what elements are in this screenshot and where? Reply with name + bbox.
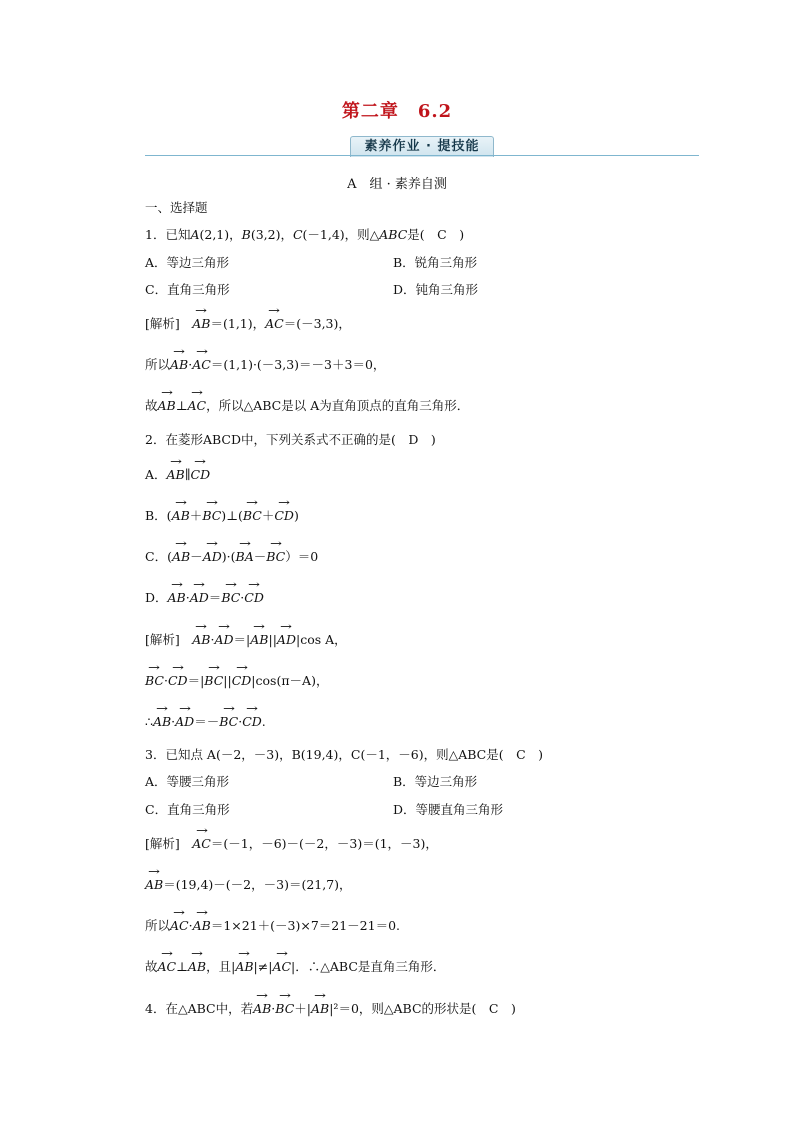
q2-solution-line-3: ∴→ AB·→ AD＝－→ BC·→ CD. xyxy=(145,714,266,730)
q2-option-b: B．(→ AB＋→ BC)⊥(→ BC＋→ CD) xyxy=(145,508,299,524)
q2-solution-line-1: [解析] → AB·→ AD＝|→ AB||→ AD|cos A， xyxy=(145,632,347,648)
q1-solution-line-2: 所以→ AB·→ AC＝(1,1)·(－3,3)＝－3＋3＝0， xyxy=(145,357,385,373)
q3-solution-line-1: [解析] → AC＝(－1，－6)－(－2，－3)＝(1，－3)， xyxy=(145,836,438,852)
banner-divider xyxy=(145,155,699,156)
q2-option-a: A．→ AB∥→ CD xyxy=(145,467,210,483)
question-1-stem: 1．已知A(2,1)，B(3,2)，C(－1,4)，则△ABC是( C ) xyxy=(145,227,465,242)
q2-option-c: C．(→ AB－→ AD)·(→ BA－→ BC）＝0 xyxy=(145,549,318,565)
q1-solution-line-1: [解析] → AB＝(1,1)，→ AC＝(－3,3)， xyxy=(145,316,351,332)
q2-solution-line-2: → BC·→ CD＝|→ BC||→ CD|cos(π－A)， xyxy=(145,673,328,689)
q1-option-d: D．钝角三角形 xyxy=(393,282,479,297)
q1-option-a: A．等边三角形 xyxy=(145,255,230,270)
q2-option-d: D．→ AB·→ AD＝→ BC·→ CD xyxy=(145,590,264,606)
q3-option-d: D．等腰直角三角形 xyxy=(393,802,504,817)
q1-option-c: C．直角三角形 xyxy=(145,282,230,297)
section-banner: 素养作业 · 提技能 xyxy=(350,136,494,157)
q1-solution-line-3: 故→ AB⊥→ AC，所以△ABC是以 A为直角顶点的直角三角形． xyxy=(145,398,469,414)
question-3-stem: 3．已知点 A(－2，－3)，B(19,4)，C(－1，－6)，则△ABC是( C ) xyxy=(145,747,544,762)
q3-solution-line-3: 所以→ AC·→ AB＝1×21＋(－3)×7＝21－21＝0. xyxy=(145,918,400,934)
question-2-stem: 2．在菱形ABCD中，下列关系式不正确的是( D ) xyxy=(145,432,436,447)
question-4-stem: 4．在△ABC中，若→ AB·→ BC＋|→ AB|²＝0，则△ABC的形状是( C ) xyxy=(145,1001,516,1017)
q1-option-b: B．锐角三角形 xyxy=(393,255,478,270)
page-title: 第二章 6.2 xyxy=(341,101,453,122)
q3-solution-line-2: → AB＝(19,4)－(－2，－3)＝(21,7)， xyxy=(145,877,352,893)
q3-option-c: C．直角三角形 xyxy=(145,802,230,817)
q3-option-a: A．等腰三角形 xyxy=(145,774,230,789)
section-heading: 一、选择题 xyxy=(145,200,208,215)
group-title: A 组 · 素养自测 xyxy=(347,177,447,192)
q3-solution-line-4: 故→ AC⊥→ AB，且|→ AB|≠|→ AC|．∴△ABC是直角三角形． xyxy=(145,959,445,975)
q3-option-b: B．等边三角形 xyxy=(393,774,478,789)
